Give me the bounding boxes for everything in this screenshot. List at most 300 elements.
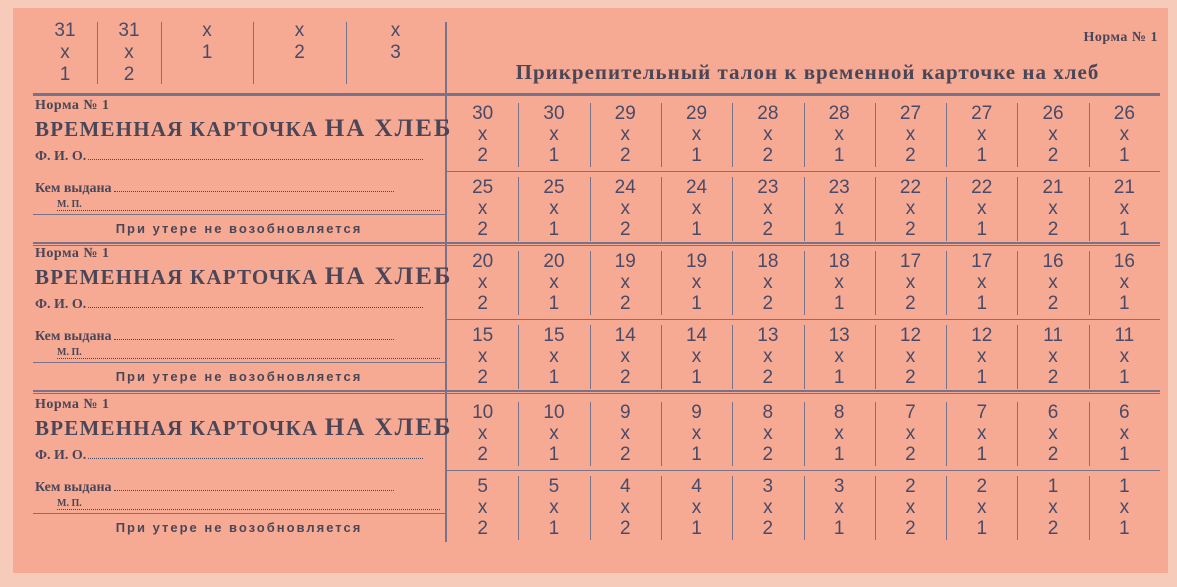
section-norma: Норма № 1 [35,246,110,261]
coupon-bot: 2 [905,444,916,465]
coupon-bot: 2 [619,293,631,314]
coupon-row-rule [447,319,1160,320]
coupon-bot: 1 [548,219,560,240]
coupon-bot: 2 [477,219,488,240]
coupon-mid: x [1048,198,1058,219]
coupon-bot: 2 [619,219,631,240]
coupon-bot: 1 [548,518,560,539]
coupon-top: 30 [543,103,565,124]
coupon-mid: x [691,346,702,367]
issued-by-line [35,329,440,345]
bread-ration-card [13,8,1168,573]
ration-coupon [661,402,732,468]
ration-coupon [732,177,803,243]
coupon-mid: x [691,124,702,145]
coupon-bot: 2 [1047,367,1059,388]
coupon-mid: x [477,272,488,293]
ration-coupon [1017,476,1088,542]
coupon-top: 2 [976,476,988,497]
coupon-mid: x [691,423,702,444]
coupon-bot: 2 [619,367,631,388]
coupon-bot: 2 [905,145,916,166]
ration-coupon [590,325,661,391]
coupon-bot: 1 [691,518,702,539]
coupon-mid: x [905,497,916,518]
coupon-top: 24 [685,177,708,198]
coupon-mid: x [549,346,559,367]
coupon-bot: 2 [619,518,631,539]
coupon-mid: x [1048,272,1058,293]
ration-coupon [518,177,589,243]
ration-coupon [1089,177,1160,243]
ration-coupon [804,476,875,542]
lost-rule [33,214,445,215]
coupon-bot: 1 [548,444,560,465]
coupon-mid: x [477,124,488,145]
ration-coupon [732,402,803,468]
ration-coupon [804,103,875,169]
coupon-top: 5 [548,476,560,497]
coupon-top: 6 [1047,402,1059,423]
coupon-bot: 1 [548,367,560,388]
coupon-bot: 2 [762,219,774,240]
section-heading [35,414,452,442]
coupon-top: 21 [1113,177,1135,198]
coupon-bot: 2 [762,444,774,465]
ration-coupon [1017,402,1088,468]
issued-by-field[interactable] [114,490,394,491]
coupon-bot: 2 [905,367,916,388]
coupon-top: 17 [899,251,922,272]
ration-coupon [1089,402,1160,468]
coupon-mid: x [905,423,916,444]
coupon-mid: x [834,497,844,518]
coupon-top: 14 [614,325,636,346]
coupon-bot: 2 [477,145,488,166]
fio-field[interactable] [88,458,423,459]
fio-field[interactable] [88,307,423,308]
coupon-mid: x [549,272,559,293]
section-rule [33,245,1160,246]
fio-line [35,297,440,313]
coupon-row-rule [447,470,1160,471]
issued-by-label: Кем выдана [35,329,112,344]
coupon-bot: 2 [905,293,916,314]
coupon-mid: x [1119,423,1130,444]
issued-by-line [35,480,440,496]
coupon-mid: x [1119,497,1130,518]
coupon-mid: x [834,346,844,367]
coupon-mid: x [763,346,773,367]
ration-coupon [732,103,803,169]
coupon-bot: 2 [1047,145,1059,166]
coupon-mid: x [477,423,488,444]
ration-coupon [875,103,946,169]
ration-coupon [661,177,732,243]
stamp-label: М. П. [57,199,82,210]
coupon-bot: 1 [691,444,702,465]
stub-coupon [33,20,97,86]
coupon-mid: x [477,497,488,518]
issued-by-field[interactable] [114,339,394,340]
ration-coupon [875,402,946,468]
ration-coupon [946,402,1017,468]
fio-label: Ф. И. О. [35,149,87,164]
coupon-bot: 1 [833,145,845,166]
coupon-bot: 1 [691,293,702,314]
coupon-bot: 2 [905,219,916,240]
coupon-mid: x [976,346,987,367]
coupon-top: 9 [691,402,702,423]
section-norma: Норма № 1 [35,397,110,412]
coupon-bot: 1 [976,145,988,166]
coupon-mid: x [905,346,916,367]
coupon-top: 31 [118,20,140,41]
coupon-mid: x [691,198,702,219]
coupon-bot: 1 [976,518,988,539]
heading-text: ВРЕМЕННАЯ КАРТОЧКА [35,416,325,440]
ration-coupon [804,251,875,317]
coupon-top: 19 [614,251,636,272]
coupon-mid: x [1119,346,1130,367]
coupon-bot: 1 [833,367,845,388]
coupon-top: 8 [833,402,845,423]
ration-coupon [447,177,518,243]
coupon-mid: x [620,497,630,518]
heading-text: ВРЕМЕННАЯ КАРТОЧКА [35,117,325,141]
coupon-top: 1 [1119,476,1130,497]
coupon-mid: x [1048,423,1058,444]
coupon-mid: x [1119,124,1130,145]
coupon-top: 24 [614,177,636,198]
coupon-mid: x [976,272,987,293]
issued-by-label: Кем выдана [35,480,112,495]
coupon-top: 29 [685,103,708,124]
coupon-bot: 1 [59,64,71,85]
coupon-top: 3 [833,476,845,497]
coupon-bot: 1 [691,367,702,388]
stub-divider [161,22,162,84]
stub-divider [253,22,254,84]
ration-coupon [875,177,946,243]
coupon-mid: x [763,124,773,145]
stamp-place [57,199,440,211]
coupon-mid: x [976,497,987,518]
ration-coupon [804,402,875,468]
coupon-mid: x [549,497,559,518]
ration-coupon [518,476,589,542]
coupon-bot: 1 [1119,219,1130,240]
coupon-top: 2 [905,476,916,497]
coupon-top: 10 [543,402,565,423]
section-norma: Норма № 1 [35,98,110,113]
coupon-bot: 2 [762,293,774,314]
coupon-mid: x [1119,198,1130,219]
coupon-mid: x [763,497,773,518]
ration-coupon [661,251,732,317]
coupon-mid: x [549,124,559,145]
section-heading [35,115,452,143]
coupon-bot: 1 [1119,145,1130,166]
coupon-bot: 1 [976,444,988,465]
ration-coupon [447,251,518,317]
coupon-top: 15 [543,325,565,346]
coupon-bot: 2 [619,444,631,465]
coupon-bot: 1 [1119,518,1130,539]
coupon-mid: x [477,198,488,219]
ration-coupon [804,325,875,391]
coupon-top: 10 [472,402,494,423]
heading-bread: НА ХЛЕБ [324,115,453,142]
coupon-bot: 1 [976,219,988,240]
coupon-top: 15 [472,325,494,346]
coupon-mid: x [549,198,559,219]
coupon-top: 27 [971,103,993,124]
ration-coupon [590,177,661,243]
coupon-bot: 1 [691,145,702,166]
ration-coupon [946,103,1017,169]
ration-coupon [1089,251,1160,317]
fio-label: Ф. И. О. [35,297,87,312]
coupon-mid: x [691,497,702,518]
coupon-bot: 2 [123,64,135,85]
fio-line [35,149,440,165]
coupon-bot: 1 [1119,293,1130,314]
fio-line [35,448,440,464]
ration-coupon [732,325,803,391]
coupon-mid: x [976,124,987,145]
coupon-mid: x [1119,272,1130,293]
coupon-bot: 2 [477,444,488,465]
coupon-top: 4 [619,476,631,497]
ration-coupon [447,103,518,169]
coupon-top: 19 [685,251,708,272]
ration-coupon [518,325,589,391]
heading-bread: НА ХЛЕБ [324,263,453,290]
coupon-top: 7 [905,402,916,423]
coupon-bot: 1 [833,444,845,465]
coupon-bot: 2 [1047,518,1059,539]
coupon-top: 31 [54,20,76,41]
coupon-bot: 2 [1047,219,1059,240]
coupon-top: 6 [1119,402,1130,423]
coupon-top: 7 [976,402,988,423]
coupon-mid: x [905,124,916,145]
coupon-top: 28 [757,103,779,124]
section-heading [35,263,452,291]
ration-coupon [1017,103,1088,169]
coupon-top: 16 [1042,251,1064,272]
coupon-top: 12 [899,325,922,346]
coupon-top: 22 [899,177,922,198]
lost-rule [33,513,445,514]
fio-field[interactable] [88,159,423,160]
coupon-mid: x [620,272,630,293]
ration-coupon [661,476,732,542]
stub-coupon [97,20,161,86]
coupon-mid: x [1048,497,1058,518]
coupon-top: 21 [1042,177,1064,198]
ration-coupon [518,103,589,169]
coupon-top: 26 [1042,103,1064,124]
coupon-bot: 1 [976,293,988,314]
coupon-top: 18 [757,251,779,272]
stub-divider [346,22,347,84]
ration-coupon [1017,325,1088,391]
coupon-top: 23 [828,177,850,198]
ration-coupon [661,103,732,169]
coupon-top: 13 [757,325,779,346]
coupon-top: 29 [614,103,636,124]
ration-coupon [732,476,803,542]
coupon-bot: 1 [833,293,845,314]
coupon-row-rule [447,171,1160,172]
coupon-mid: x [60,42,70,63]
coupon-top: 23 [757,177,779,198]
coupon-bot: 3 [390,42,401,63]
stamp-label: М. П. [57,347,82,358]
ration-coupon [590,251,661,317]
coupon-top: 11 [1114,325,1135,346]
stamp-label: М. П. [57,498,82,509]
coupon-bot: 2 [477,293,488,314]
coupon-bot: 1 [548,293,560,314]
coupon-mid: x [834,198,844,219]
coupon-mid: x [834,124,844,145]
coupon-mid: x [691,272,702,293]
stub-coupon [346,20,445,86]
issued-by-line [35,181,440,197]
coupon-top: 11 [1043,325,1063,346]
ration-coupon [590,103,661,169]
ration-coupon [946,325,1017,391]
heading-bread: НА ХЛЕБ [324,414,453,441]
stub-divider [97,22,98,84]
stamp-place [57,347,440,359]
coupon-bot: 2 [477,367,488,388]
section-rule [33,393,1160,394]
header-rule [33,93,1160,96]
ration-coupon [946,476,1017,542]
ration-coupon [946,177,1017,243]
ration-coupon [804,177,875,243]
fio-label: Ф. И. О. [35,448,87,463]
header-title: Прикрепительный талон к временной карточке на хлеб [515,60,1100,84]
coupon-top: 13 [828,325,850,346]
ration-coupon [946,251,1017,317]
coupon-mid: x [124,42,134,63]
coupon-top: 1 [1047,476,1059,497]
header-norma: Норма № 1 [1083,30,1158,45]
ration-coupon [1017,177,1088,243]
coupon-bot: 1 [833,219,845,240]
ration-coupon [518,251,589,317]
coupon-top: 8 [762,402,774,423]
coupon-top: 22 [971,177,993,198]
ration-coupon [590,402,661,468]
coupon-mid: x [1048,346,1058,367]
lost-rule [33,362,445,363]
coupon-bot: 1 [976,367,988,388]
ration-coupon [447,476,518,542]
coupon-top: 5 [477,476,488,497]
ration-coupon [447,402,518,468]
issued-by-label: Кем выдана [35,181,112,196]
coupon-top: 12 [971,325,993,346]
coupon-mid: x [976,423,987,444]
heading-text: ВРЕМЕННАЯ КАРТОЧКА [35,265,325,289]
coupon-mid: x [294,20,305,41]
coupon-bot: 1 [201,42,213,63]
coupon-mid: x [763,272,773,293]
coupon-bot: 2 [762,518,774,539]
coupon-top: 3 [762,476,774,497]
coupon-top: 14 [685,325,708,346]
issued-by-field[interactable] [114,191,394,192]
coupon-bot: 2 [762,367,774,388]
coupon-top: 16 [1113,251,1135,272]
coupon-top: 17 [971,251,993,272]
ration-coupon [1089,325,1160,391]
coupon-mid: x [905,272,916,293]
ration-coupon [1089,476,1160,542]
ration-coupon [661,325,732,391]
coupon-bot: 2 [619,145,631,166]
stub-coupon [253,20,346,86]
coupon-bot: 2 [294,42,305,63]
lost-notice: При утере не возобновляется [115,520,363,535]
stub-coupon [161,20,253,86]
coupon-mid: x [620,346,630,367]
coupon-top: 26 [1113,103,1135,124]
coupon-bot: 2 [477,518,488,539]
coupon-mid: x [620,198,630,219]
coupon-bot: 2 [762,145,774,166]
ration-coupon [447,325,518,391]
coupon-mid: x [834,272,844,293]
coupon-mid: x [976,198,987,219]
coupon-top: 18 [828,251,850,272]
coupon-top: 20 [472,251,494,272]
coupon-mid: x [620,423,630,444]
ration-coupon [875,476,946,542]
ration-coupon [875,325,946,391]
ration-coupon [518,402,589,468]
coupon-mid: x [1048,124,1058,145]
ration-coupon [1089,103,1160,169]
coupon-mid: x [763,198,773,219]
ration-coupon [875,251,946,317]
coupon-mid: x [477,346,488,367]
lost-notice: При утере не возобновляется [115,369,363,384]
coupon-bot: 1 [1119,444,1130,465]
ration-coupon [732,251,803,317]
coupon-top: 27 [899,103,922,124]
coupon-bot: 2 [1047,444,1059,465]
coupon-top: 25 [472,177,494,198]
coupon-bot: 2 [1047,293,1059,314]
coupon-bot: 1 [548,145,560,166]
coupon-mid: x [549,423,559,444]
coupon-top: 28 [828,103,850,124]
coupon-mid: x [834,423,844,444]
coupon-bot: 1 [833,518,845,539]
ration-coupon [1017,251,1088,317]
coupon-top: 25 [543,177,565,198]
coupon-mid: x [620,124,630,145]
stamp-place [57,498,440,510]
coupon-mid: x [202,20,212,41]
